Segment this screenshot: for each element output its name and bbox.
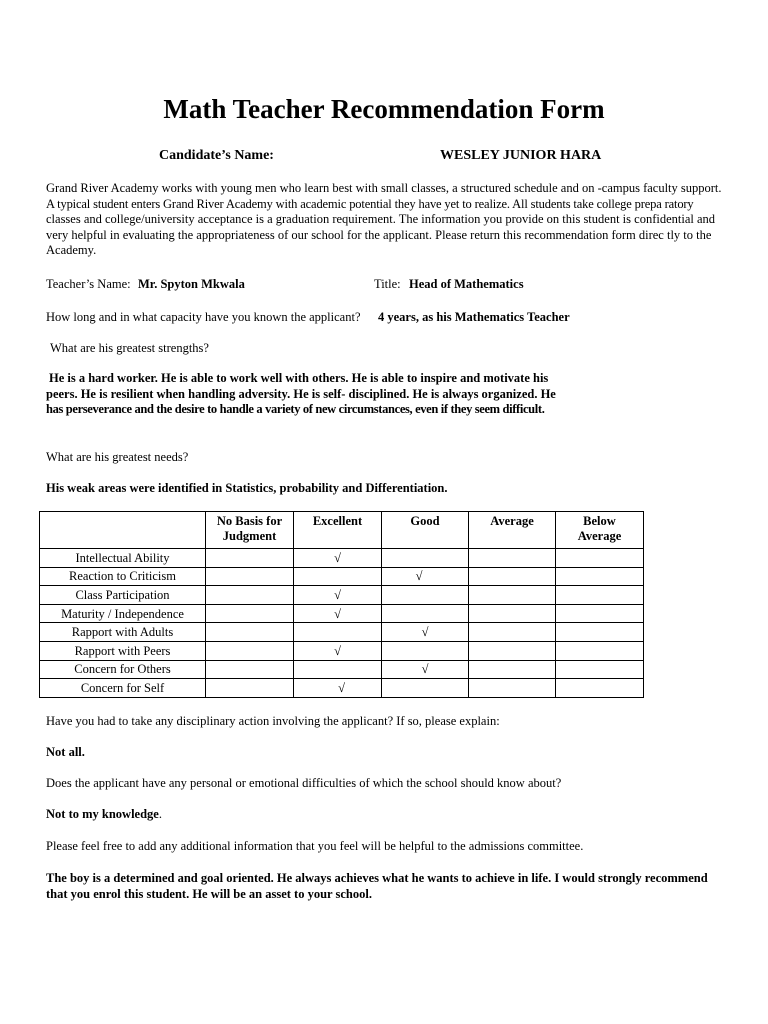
intro-line: classes and college/university acceptance is a graduation requirement. The information you provide on this student is confidential and (46, 212, 716, 226)
known-answer: 4 years, as his Mathematics Teacher (378, 310, 570, 324)
ratings-cell (294, 567, 382, 586)
intro-line: very helpful in evaluating the appropriateness of our school for the applicant. Please return this recommendation form direc tly to the (46, 227, 712, 242)
difficulties-answer: Not to my knowledge (46, 807, 159, 821)
ratings-cell (294, 679, 382, 698)
ratings-cell (294, 604, 382, 623)
ratings-cell (556, 567, 644, 586)
check-mark-icon: √ (421, 662, 429, 677)
strengths-answer-line: has perseverance and the desire to handle a variety of new circumstances, even if they seem difficult. (46, 402, 545, 416)
ratings-row (40, 679, 644, 698)
ratings-row-label: Reaction to Criticism (40, 567, 206, 586)
intro-line: Grand River Academy works with young men who learn best with small classes, a structured schedule and on -campus faculty support. (46, 181, 722, 195)
strengths-answer-line: He is a hard worker. He is able to work well with others. He is able to inspire and motivate his (49, 371, 549, 385)
ratings-row (40, 549, 644, 568)
ratings-cell (469, 567, 556, 586)
ratings-cell (294, 549, 382, 568)
teacher-title-label: Title: (374, 277, 401, 291)
ratings-cell (469, 549, 556, 568)
ratings-cell (556, 586, 644, 605)
ratings-cell (206, 660, 294, 679)
additional-answer (46, 870, 708, 902)
ratings-cell (556, 660, 644, 679)
difficulties-answer-line (46, 807, 162, 822)
ratings-cell (294, 586, 382, 605)
ratings-header-blank (40, 512, 206, 549)
ratings-row-label: Maturity / Independence (40, 604, 206, 623)
ratings-cell (206, 641, 294, 660)
candidate-name-value: WESLEY JUNIOR HARA (440, 148, 602, 163)
needs-question: What are his greatest needs? (46, 450, 189, 464)
ratings-row-label: Intellectual Ability (40, 549, 206, 568)
intro-line: Academy. (46, 243, 97, 257)
ratings-row (40, 604, 644, 623)
candidate-name-label: Candidate’s Name: (159, 148, 274, 163)
ratings-cell (556, 623, 644, 642)
ratings-header-cell (206, 512, 294, 549)
ratings-cell (206, 567, 294, 586)
ratings-row-label: Rapport with Peers (40, 641, 206, 660)
teacher-name-label: Teacher’s Name: (46, 277, 131, 291)
ratings-header-cell (469, 512, 556, 549)
check-mark-icon: √ (415, 569, 423, 584)
ratings-cell (206, 623, 294, 642)
ratings-header-line: Below (583, 514, 616, 528)
ratings-row (40, 623, 644, 642)
ratings-cell (206, 679, 294, 698)
ratings-cell (556, 679, 644, 698)
check-mark-icon: √ (334, 606, 341, 621)
ratings-cell (469, 604, 556, 623)
ratings-cell (382, 604, 469, 623)
strengths-answer-line: peers. He is resilient when handling adversity. He is self- disciplined. He is always organized. He (46, 386, 556, 401)
check-mark-icon: √ (334, 643, 341, 658)
ratings-cell (556, 604, 644, 623)
ratings-cell (469, 623, 556, 642)
strengths-answer (46, 371, 556, 418)
additional-question: Please feel free to add any additional information that you feel will be helpful to the admissions committee. (46, 839, 584, 853)
ratings-header-line: Good (410, 514, 440, 528)
teacher-title-value: Head of Mathematics (409, 277, 524, 291)
ratings-cell (469, 679, 556, 698)
difficulties-answer-suffix: . (158, 807, 162, 821)
ratings-row (40, 660, 644, 679)
ratings-cell (294, 623, 382, 642)
ratings-row-label: Concern for Others (40, 660, 206, 679)
ratings-cell (556, 641, 644, 660)
ratings-cell (206, 604, 294, 623)
check-mark-icon: √ (338, 680, 345, 695)
form-title: Math Teacher Recommendation Form (163, 94, 605, 124)
ratings-header-line: Average (577, 529, 622, 543)
ratings-header-line: Average (490, 514, 534, 528)
intro-paragraph (46, 181, 726, 259)
ratings-header-line: No Basis for (216, 514, 283, 528)
ratings-header-cell (556, 512, 644, 549)
ratings-row-label: Rapport with Adults (40, 623, 206, 642)
ratings-cell (469, 641, 556, 660)
ratings-cell (382, 660, 469, 679)
ratings-cell (294, 641, 382, 660)
ratings-row-label: Class Participation (40, 586, 206, 605)
check-mark-icon: √ (421, 625, 429, 640)
ratings-row (40, 641, 644, 660)
discipline-question: Have you had to take any disciplinary action involving the applicant? If so, please explain: (46, 714, 500, 728)
ratings-table (39, 511, 644, 698)
ratings-cell (206, 586, 294, 605)
ratings-cell (382, 641, 469, 660)
ratings-header-line: Judgment (222, 529, 277, 543)
ratings-cell (469, 660, 556, 679)
ratings-cell (382, 623, 469, 642)
needs-answer: His weak areas were identified in Statistics, probability and Differentiation. (46, 481, 448, 495)
additional-answer-line: The boy is a determined and goal oriented. He always achieves what he wants to achieve in life. I would strongly recommend (46, 871, 708, 885)
strengths-question: What are his greatest strengths? (50, 341, 209, 355)
ratings-header-row (40, 512, 644, 549)
ratings-header-cell (382, 512, 469, 549)
teacher-name-value: Mr. Spyton Mkwala (138, 277, 245, 291)
ratings-cell (469, 586, 556, 605)
ratings-cell (294, 660, 382, 679)
ratings-row (40, 586, 644, 605)
ratings-cell (382, 679, 469, 698)
ratings-cell (382, 586, 469, 605)
ratings-header-cell (294, 512, 382, 549)
additional-answer-line: that you enrol this student. He will be an asset to your school. (46, 887, 372, 901)
ratings-cell (382, 567, 469, 586)
ratings-cell (206, 549, 294, 568)
ratings-cell (556, 549, 644, 568)
difficulties-question: Does the applicant have any personal or emotional difficulties of which the school should know about? (46, 776, 562, 790)
ratings-row (40, 567, 644, 586)
known-question: How long and in what capacity have you known the applicant? (46, 310, 361, 324)
check-mark-icon: √ (334, 587, 341, 602)
ratings-header-line: Excellent (312, 514, 363, 528)
discipline-answer: Not all. (46, 745, 85, 759)
ratings-cell (382, 549, 469, 568)
check-mark-icon: √ (334, 550, 341, 565)
intro-line: A typical student enters Grand River Academy with academic potential they have yet to realize. All students take college prepa ratory (46, 196, 694, 211)
ratings-row-label: Concern for Self (40, 679, 206, 698)
